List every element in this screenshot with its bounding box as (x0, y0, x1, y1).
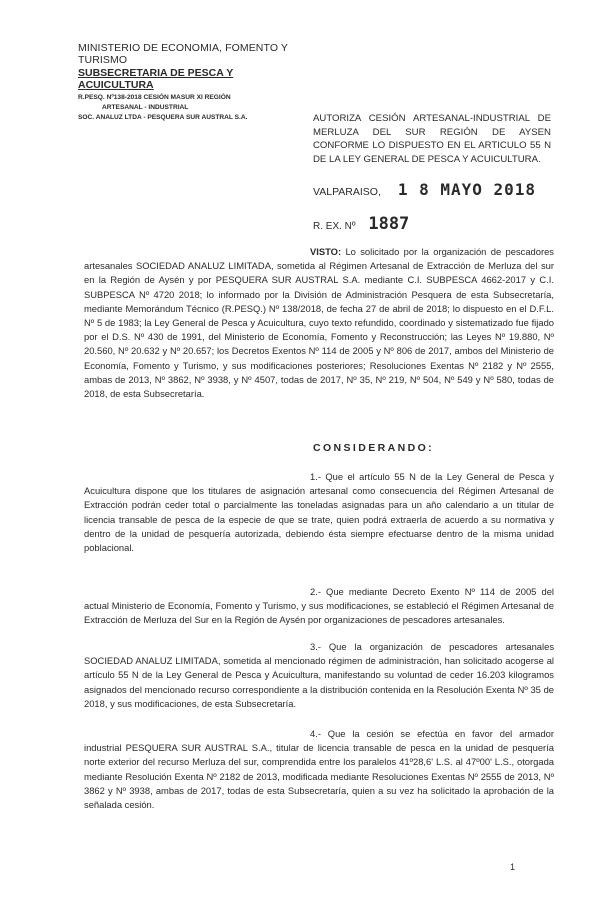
resolution-subject: AUTORIZA CESIÓN ARTESANAL-INDUSTRIAL DE MERLUZA DEL SUR REGIÓN DE AYSEN CONFORME LO DISPUESTO EN EL ARTICULO 55 N DE LA LEY GENERAL DE PESCA Y ACUICULTURA. (313, 113, 551, 165)
page-number: 1 (510, 862, 516, 872)
date-stamp: 1 8 MAYO 2018 (397, 180, 537, 199)
considerando-item-2: 2.- Que mediante Decreto Exento Nº 114 de 2005 del actual Ministerio de Economía, Fomento y Turismo, y sus modificaciones, se estableció el Régimen Artesanal de Extracción de Merluza del Sur en la Región de Aysén por organizaciones de pescadores artesanales. (84, 586, 554, 626)
considerando-item-3: 3.- Que la organización de pescadores artesanales SOCIEDAD ANALUZ LIMITADA, sometida al mencionado régimen de administración, han solicitado acogerse al artículo 55 N de la Ley General de Pesca y Acuicultura, manifestando su voluntad de ceder 16.203 kilogramos asignados del mencionado recurso correspondiente a la distribución contenida en la Resolución Exenta Nº 35 de 2018, y sus modificaciones, de esta Subsecretaría. (84, 641, 554, 709)
rex-number: 1887 (368, 214, 410, 234)
subsecretaria-name: SUBSECRETARIA DE PESCA Y ACUICULTURA (78, 67, 234, 91)
considerando-item-4: 4.- Que la cesión se efectúa en favor del armador industrial PESQUERA SUR AUSTRAL S.A., titular de licencia transable de pesca en la unidad de pesquería norte exterior del recurso Merluza del sur, comprendida entre los paralelos 41º28,6' L.S. al 47º00' L.S., otorgada mediante Resolución Exenta Nº 2182 de 2013, modificada mediante Resoluciones Exentas Nº 2555 de 2013, Nº 3862 y Nº 3938, ambas de 2017, todas de esta Subsecretaría, quien a su vez ha solicitado la aprobación de la señalada cesión. (84, 728, 554, 811)
resolution-number-line (313, 214, 409, 234)
considerando-title: CONSIDERANDO: (313, 442, 435, 454)
letterhead (78, 42, 308, 121)
visto-label: VISTO: (310, 246, 342, 257)
considerando-item-1: 1.- Que el artículo 55 N de la Ley General de Pesca y Acuicultura dispone que los titulares de asignación artesanal como consecuencia del Régimen Artesanal de Extracción podrán ceder total o parcialmente las toneladas asignadas para un año calendario a un titular de licencia transable de pesca de la especie de que se trate, quien podrá extraerla de acuerdo a su normativa y dentro de la unidad de pesquería autorizada, debiendo ésta siempre efectuarse dentro de la misma unidad poblacional. (84, 471, 554, 554)
reference-line-1: R.PESQ. Nº138-2018 CESIÓN MASUR XI REGIÓN (78, 94, 231, 101)
ministry-name: MINISTERIO DE ECONOMIA, FOMENTO Y TURISMO (78, 42, 288, 66)
rex-label: R. EX. Nº (313, 221, 356, 232)
visto-text: Lo solicitado por la organización de pescadores artesanales SOCIEDAD ANALUZ LIMITADA, sometida al Régimen Artesanal de Extracción de Merluza del sur en la Región de Aysén y por PESQUERA SUR AUSTRAL S.A. mediante C.I. SUBPESCA 4662-2017 y C.I. SUBPESCA Nº 4720 2018; lo informado por la División de Administración Pesquera de esta Subsecretaría, mediante Memorándum Técnico (R.PESQ.) Nº 138/2018, de fecha 27 de abril de 2018; lo dispuesto en el D.F.L. Nº 5 de 1983; la Ley General de Pesca y Acuicultura, cuyo texto refundido, coordinado y sistematizado fue fijado por el D.S. Nº 430 de 1991, del Ministerio de Economía, Fomento y Reconstrucción; las Leyes Nº 19.880, Nº 20.560, Nº 20.632 y Nº 20.657; los Decretos Exentos Nº 114 de 2005 y Nº 806 de 2017, ambos del Ministerio de Economía, Fomento y Turismo, y sus modificaciones posteriores; Resoluciones Exentas Nº 2182 y Nº 2555, ambas de 2013, Nº 3862, Nº 3938, y Nº 4507, todas de 2017, Nº 35, Nº 219, Nº 504, Nº 549 y Nº 580, todas de 2018, de esta Subsecretaría. (84, 246, 554, 400)
reference-line-2: ARTESANAL - INDUSTRIAL (102, 104, 189, 111)
date-line (313, 180, 536, 199)
reference-line-3: SOC. ANALUZ LTDA - PESQUERA SUR AUSTRAL S.A. (78, 114, 248, 121)
date-place: VALPARAISO, (313, 186, 381, 198)
visto-paragraph (84, 245, 554, 401)
